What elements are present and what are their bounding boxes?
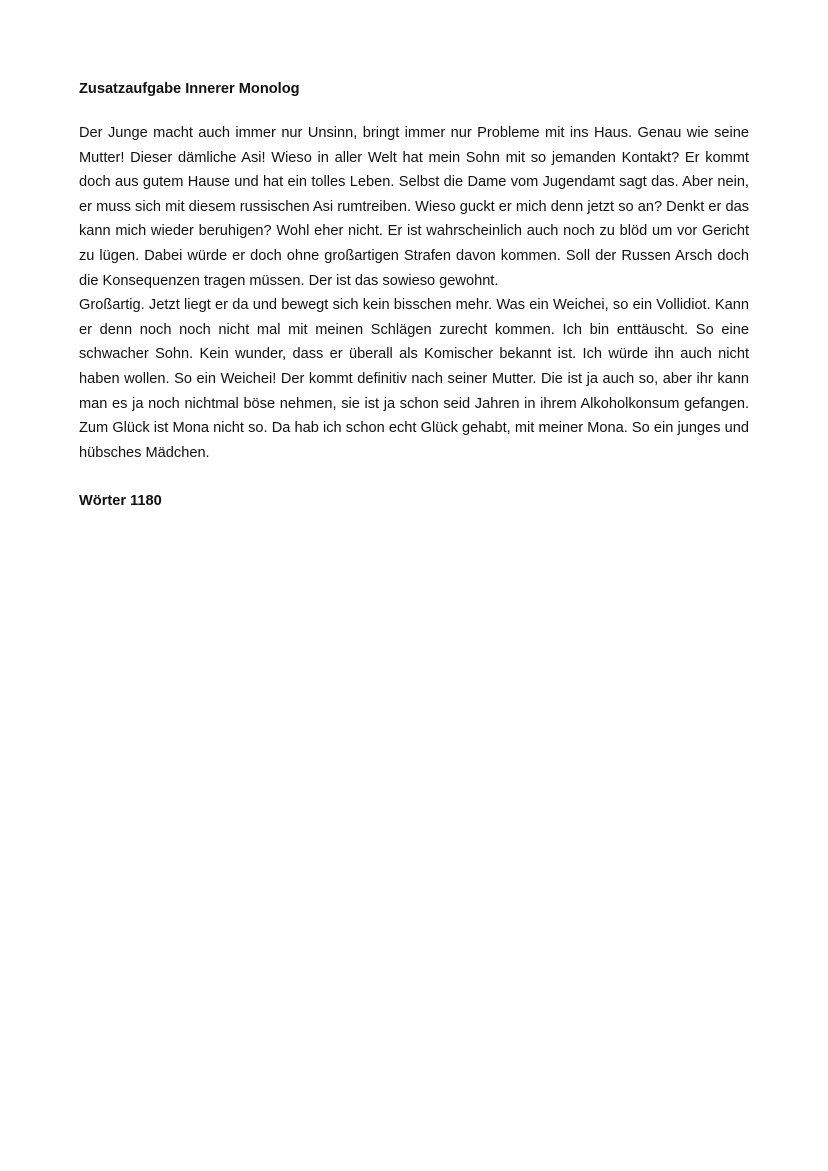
paragraph-2: Großartig. Jetzt liegt er da und bewegt sich kein bisschen mehr. Was ein Weichei, so ein Vollidiot. Kann er denn noch noch nicht mal mit meinen Schlägen zurecht kommen. Ich bin enttäuscht. So eine schwacher Sohn. Kein wunder, dass er überall als Komischer bekannt ist. Ich würde ihn auch nicht haben wollen. So ein Weichei! Der kommt definitiv nach seiner Mutter. Die ist ja auch so, aber ihr kann man es ja noch nichtmal böse nehmen, sie ist ja schon seid Jahren in ihrem Alkoholkonsum gefangen. Zum Glück ist Mona nicht so. Da hab ich schon echt Glück gehabt, mit meiner Mona. So ein junges und hübsches Mädchen. [79, 297, 749, 461]
word-count: Wörter 1180 [79, 493, 162, 510]
paragraph-1: Der Junge macht auch immer nur Unsinn, bringt immer nur Probleme mit ins Haus. Genau wie seine Mutter! Dieser dämliche Asi! Wieso in aller Welt hat mein Sohn mit so jemanden Kontakt? Er kommt doch aus gutem Hause und hat ein tolles Leben. Selbst die Dame vom Jugendamt sagt das. Aber nein, er muss sich mit diesem russischen Asi rumtreiben. Wieso guckt er mich denn jetzt so an? Denkt er das kann mich wieder beruhigen? Wohl eher nicht. Er ist wahrscheinlich auch noch zu blöd um vor Gericht zu lügen. Dabei würde er doch ohne großartigen Strafen davon kommen. Soll der Russen Arsch doch die Konsequenzen tragen müssen. Der ist das sowieso gewohnt. [79, 125, 749, 289]
document-page [79, 79, 749, 511]
document-title: Zusatzaufgabe Innerer Monolog [79, 81, 300, 97]
monolog-text [79, 121, 749, 465]
